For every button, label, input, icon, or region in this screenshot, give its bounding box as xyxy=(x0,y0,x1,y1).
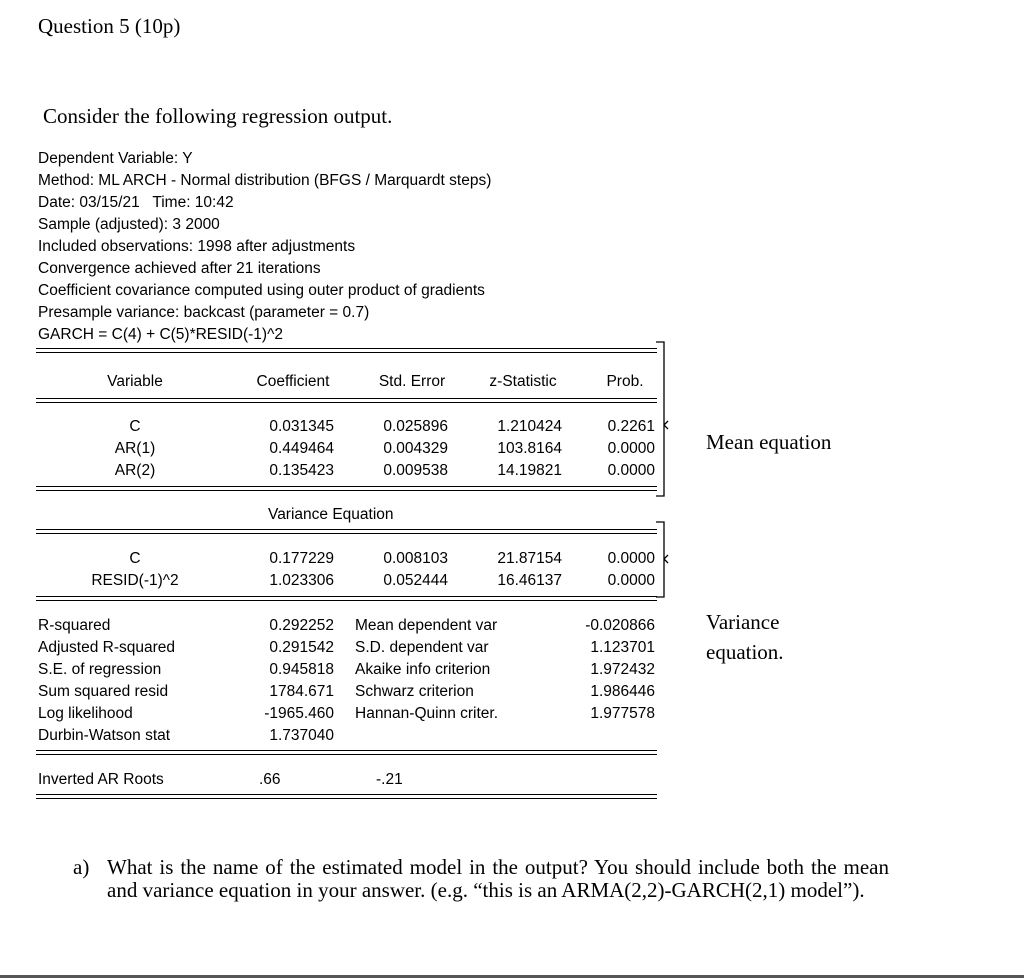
header-presample: Presample variance: backcast (parameter = 0.7) xyxy=(38,304,370,321)
stat-value: 1.977578 xyxy=(590,705,655,722)
column-header-z-statistic: z-Statistic xyxy=(489,373,557,390)
header-date: Date: 03/15/21 Time: 10:42 xyxy=(38,194,234,211)
question-a-text: What is the name of the estimated model in the output? You should include both the mean and variance equation in your answer. (e.g. “this is an ARMA(2,2)-GARCH(2,1) model”). xyxy=(107,855,889,902)
variance-row-z-statistic: 21.87154 xyxy=(497,550,562,567)
stat-value: 1.123701 xyxy=(590,639,655,656)
mean-row-coefficient: 0.449464 xyxy=(269,440,334,457)
stat-value: 0.292252 xyxy=(269,617,334,634)
stats-section-rule xyxy=(36,750,657,755)
stat-value: 1.737040 xyxy=(269,727,334,744)
stat-value: 0.945818 xyxy=(269,661,334,678)
mean-row-variable: AR(2) xyxy=(114,462,156,479)
inverted-ar-root-value: .66 xyxy=(259,771,281,788)
header-observations: Included observations: 1998 after adjustments xyxy=(38,238,356,255)
mean-section-rule xyxy=(36,486,657,491)
stat-label: Akaike info criterion xyxy=(355,661,491,678)
question-a-letter: a) xyxy=(73,855,90,879)
stat-value: 1784.671 xyxy=(269,683,334,700)
mean-row-prob: 0.0000 xyxy=(607,462,655,479)
stat-label: S.E. of regression xyxy=(38,661,162,678)
header-rule xyxy=(36,398,657,403)
table-bottom-rule xyxy=(36,794,657,799)
column-header-coefficient: Coefficient xyxy=(256,373,330,390)
variance-row-coefficient: 0.177229 xyxy=(269,550,334,567)
variance-equation-annotation-line2: equation. xyxy=(706,640,784,664)
variance-row-variable: RESID(-1)^2 xyxy=(91,572,179,589)
variance-row-variable: C xyxy=(129,550,141,567)
mean-equation-bracket xyxy=(656,342,668,496)
variance-row-prob: 0.0000 xyxy=(607,550,655,567)
variance-equation-bracket xyxy=(656,522,668,597)
header-sample: Sample (adjusted): 3 2000 xyxy=(38,216,220,233)
variance-equation-annotation-line1: Variance xyxy=(706,610,780,634)
intro-text: Consider the following regression output. xyxy=(43,104,393,128)
stat-label: Mean dependent var xyxy=(355,617,498,634)
stat-value: 1.972432 xyxy=(590,661,655,678)
mean-row-prob: 0.0000 xyxy=(607,440,655,457)
header-dependent-variable: Dependent Variable: Y xyxy=(38,150,193,167)
stat-label: Schwarz criterion xyxy=(355,683,474,700)
stat-label: Log likelihood xyxy=(38,705,133,722)
header-covariance: Coefficient covariance computed using outer product of gradients xyxy=(38,282,485,299)
variance-header-rule xyxy=(36,529,657,534)
variance-row-std-error: 0.008103 xyxy=(383,550,448,567)
header-convergence: Convergence achieved after 21 iterations xyxy=(38,260,321,277)
mean-row-prob: 0.2261 xyxy=(607,418,655,435)
inverted-ar-roots-label: Inverted AR Roots xyxy=(38,771,164,788)
stat-label: Adjusted R-squared xyxy=(38,639,175,656)
question-a xyxy=(73,856,889,902)
mean-row-coefficient: 0.135423 xyxy=(269,462,334,479)
mean-row-coefficient: 0.031345 xyxy=(269,418,334,435)
question-title: Question 5 (10p) xyxy=(38,14,181,38)
column-header-prob: Prob. xyxy=(606,373,644,390)
column-header-variable: Variable xyxy=(107,373,163,390)
equation-brackets xyxy=(640,335,680,605)
mean-row-std-error: 0.009538 xyxy=(383,462,448,479)
column-header-std-error: Std. Error xyxy=(378,373,446,390)
header-garch-spec: GARCH = C(4) + C(5)*RESID(-1)^2 xyxy=(38,326,283,343)
mean-row-variable: AR(1) xyxy=(114,440,156,457)
mean-row-z-statistic: 103.8164 xyxy=(497,440,562,457)
variance-equation-title: Variance Equation xyxy=(268,506,394,523)
stat-value: -1965.460 xyxy=(264,705,334,722)
stat-value: 0.291542 xyxy=(269,639,334,656)
stat-label: R-squared xyxy=(38,617,111,634)
mean-equation-annotation: Mean equation xyxy=(706,430,832,454)
variance-row-z-statistic: 16.46137 xyxy=(497,572,562,589)
variance-row-prob: 0.0000 xyxy=(607,572,655,589)
stat-value: -0.020866 xyxy=(585,617,655,634)
inverted-ar-root-value: -.21 xyxy=(376,771,403,788)
variance-section-rule xyxy=(36,596,657,601)
mean-row-std-error: 0.004329 xyxy=(383,440,448,457)
mean-row-z-statistic: 14.19821 xyxy=(497,462,562,479)
stat-label: S.D. dependent var xyxy=(355,639,489,656)
mean-row-z-statistic: 1.210424 xyxy=(497,418,562,435)
stat-label: Durbin-Watson stat xyxy=(38,727,171,744)
header-method: Method: ML ARCH - Normal distribution (BFGS / Marquardt steps) xyxy=(38,172,492,189)
mean-row-std-error: 0.025896 xyxy=(383,418,448,435)
stat-value: 1.986446 xyxy=(590,683,655,700)
table-top-rule xyxy=(36,348,657,353)
variance-row-coefficient: 1.023306 xyxy=(269,572,334,589)
stat-label: Sum squared resid xyxy=(38,683,169,700)
variance-row-std-error: 0.052444 xyxy=(383,572,448,589)
stat-label: Hannan-Quinn criter. xyxy=(355,705,499,722)
mean-row-variable: C xyxy=(129,418,141,435)
